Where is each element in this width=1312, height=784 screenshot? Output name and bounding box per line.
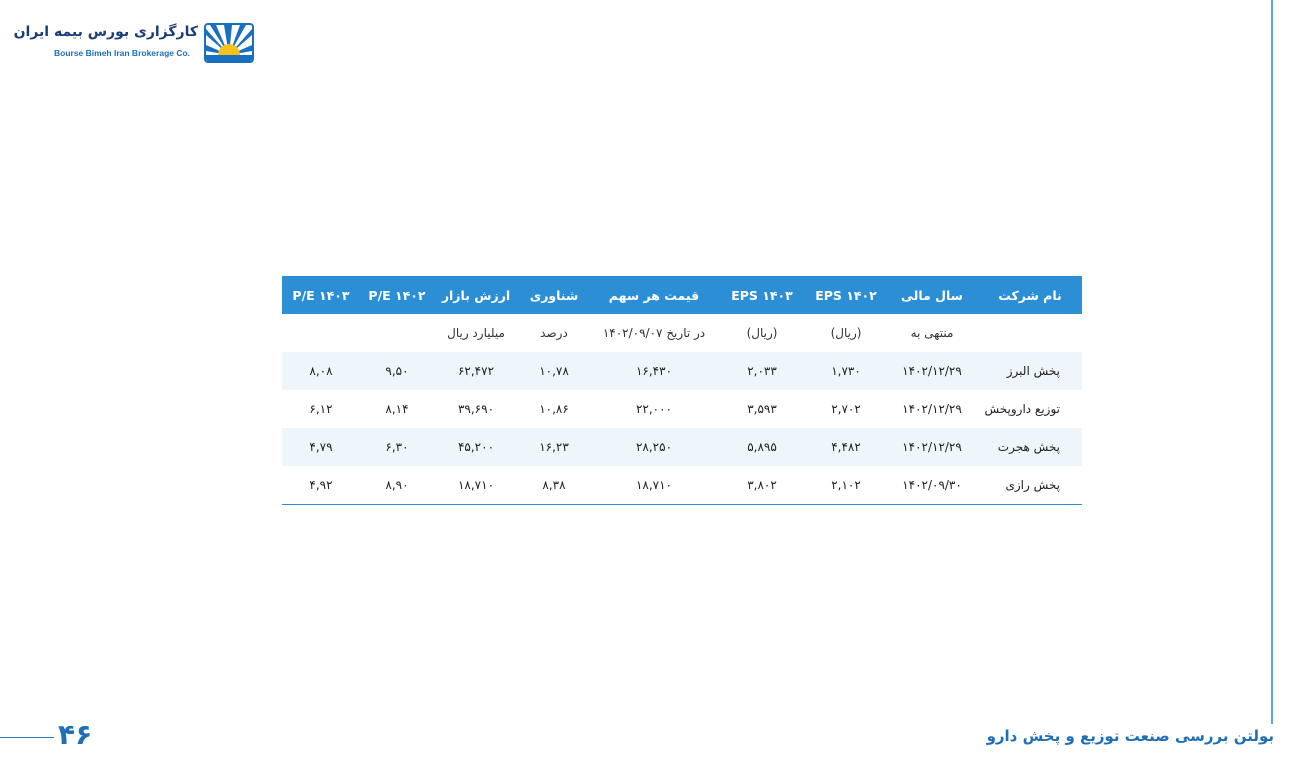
table-header-row [282, 276, 1082, 314]
page-number-rule [0, 737, 54, 738]
header-market-cap: ارزش بازار [441, 287, 511, 303]
valuation-table-container [282, 276, 1062, 505]
right-border-line [1271, 0, 1273, 724]
valuation-table [282, 276, 1082, 505]
cell-pe-1403: ۸,۰۸ [309, 364, 333, 378]
cell-eps-1402: ۱,۷۳۰ [831, 364, 861, 378]
cell-share-price: ۱۶,۴۳۰ [635, 364, 673, 378]
table-row [282, 390, 1082, 428]
cell-company: پخش البرز [1006, 364, 1060, 378]
subheader-market-cap: میلیارد ریال [447, 326, 505, 340]
header-pe-1402: P/E ۱۴۰۲ [368, 287, 426, 303]
cell-pe-1402: ۸,۱۴ [385, 402, 409, 416]
page-number: ۴۶ [58, 718, 93, 751]
cell-eps-1403: ۳,۵۹۳ [747, 402, 777, 416]
header-eps-1402: EPS ۱۴۰۲ [815, 287, 877, 303]
cell-company: توزیع داروپخش [984, 402, 1060, 416]
subheader-pe-1402 [360, 314, 434, 352]
header-share-price: قیمت هر سهم [608, 287, 700, 303]
cell-free-float: ۸,۳۸ [542, 477, 566, 492]
subheader-eps-1403: (ریال) [746, 326, 778, 340]
cell-eps-1403: ۳,۸۰۲ [747, 477, 777, 492]
cell-eps-1403: ۵,۸۹۵ [747, 440, 777, 454]
cell-free-float: ۱۶,۲۳ [539, 440, 569, 454]
cell-company: پخش هجرت [997, 440, 1060, 454]
subheader-company [978, 314, 1082, 352]
cell-fiscal-year: ۱۴۰۲/۱۲/۲۹ [902, 440, 962, 454]
cell-eps-1402: ۴,۴۸۲ [831, 440, 861, 454]
cell-free-float: ۱۰,۷۸ [539, 364, 569, 378]
cell-market-cap: ۶۲,۴۷۲ [457, 364, 495, 378]
cell-share-price: ۱۸,۷۱۰ [635, 477, 673, 492]
brand-logo [13, 20, 256, 66]
cell-share-price: ۲۸,۲۵۰ [635, 440, 673, 454]
subheader-fiscal-year: منتهی به [910, 326, 954, 340]
table-row [282, 352, 1082, 390]
table-subheader-row [282, 314, 1082, 352]
cell-market-cap: ۴۵,۲۰۰ [457, 440, 495, 454]
header-pe-1403: P/E ۱۴۰۳ [292, 287, 350, 303]
brand-name-en: Bourse Bimeh Iran Brokerage Co. [54, 48, 191, 58]
cell-company: پخش رازی [1005, 477, 1060, 492]
cell-pe-1403: ۶,۱۲ [309, 402, 333, 416]
subheader-share-price: در تاریخ ۱۴۰۲/۰۹/۰۷ [602, 326, 706, 340]
subheader-eps-1402: (ریال) [830, 326, 862, 340]
cell-eps-1402: ۲,۱۰۲ [831, 477, 861, 492]
cell-fiscal-year: ۱۴۰۲/۱۲/۲۹ [902, 402, 962, 416]
subheader-pe-1403 [282, 314, 360, 352]
header-free-float: شناوری [529, 287, 579, 303]
cell-pe-1403: ۴,۷۹ [309, 440, 333, 454]
cell-pe-1402: ۹,۵۰ [385, 364, 409, 378]
cell-free-float: ۱۰,۸۶ [539, 402, 569, 416]
cell-share-price: ۲۲,۰۰۰ [635, 402, 673, 416]
table-row [282, 466, 1082, 504]
table-row [282, 428, 1082, 466]
subheader-free-float: درصد [540, 326, 568, 340]
cell-pe-1403: ۴,۹۲ [309, 477, 333, 492]
header-eps-1403: EPS ۱۴۰۳ [731, 287, 793, 303]
cell-eps-1402: ۲,۷۰۲ [831, 402, 861, 416]
cell-fiscal-year: ۱۴۰۲/۰۹/۳۰ [902, 477, 962, 492]
cell-market-cap: ۳۹,۶۹۰ [457, 402, 495, 416]
footer-title: بولتن بررسی صنعت توزیع و پخش دارو [986, 727, 1274, 745]
cell-pe-1402: ۸,۹۰ [385, 477, 409, 492]
header-fiscal-year: سال مالی [901, 287, 963, 303]
brand-name-fa: کارگزاری بورس بیمه ایران [13, 24, 198, 40]
cell-pe-1402: ۶,۳۰ [385, 440, 409, 454]
cell-eps-1403: ۲,۰۳۳ [747, 364, 777, 378]
header-company: نام شرکت [998, 287, 1062, 303]
sunrise-logo-icon [204, 23, 254, 63]
cell-market-cap: ۱۸,۷۱۰ [457, 477, 495, 492]
cell-fiscal-year: ۱۴۰۲/۱۲/۲۹ [902, 364, 962, 378]
